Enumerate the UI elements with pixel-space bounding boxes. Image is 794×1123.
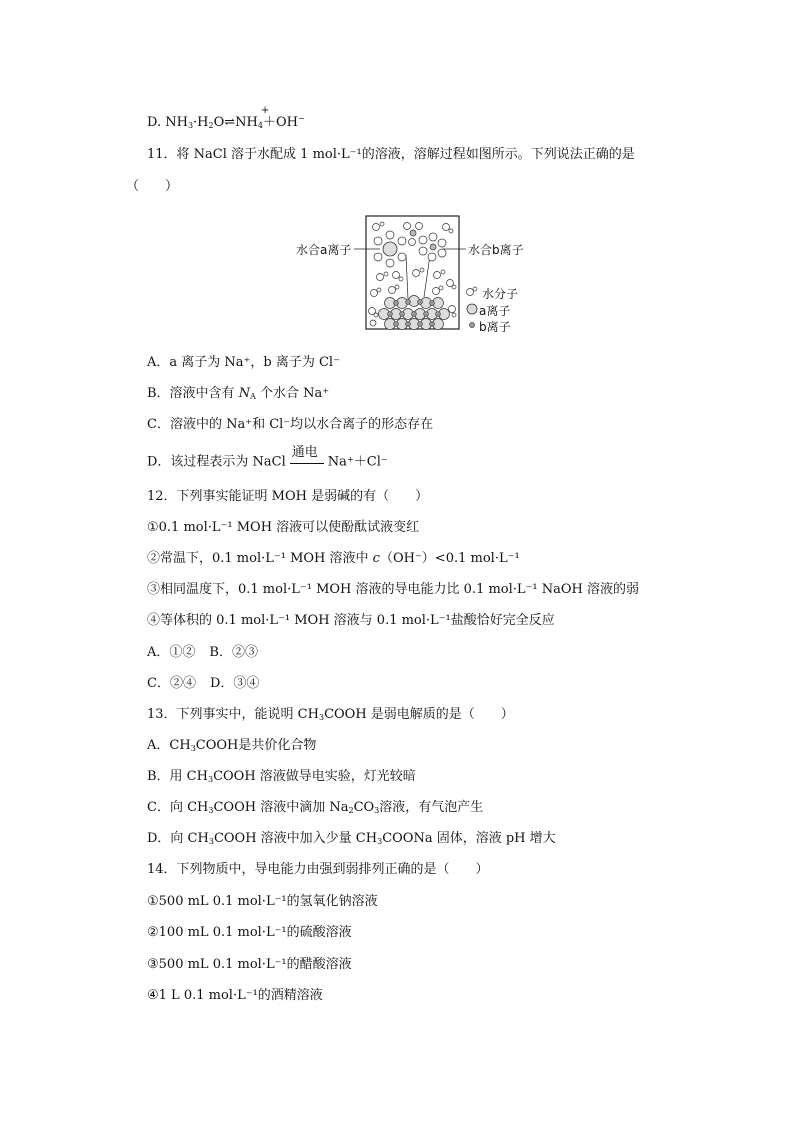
q13-option-d: D．向 $CH_3COOH$ 溶液中加入少量 $CH_3COONa$ 固体，溶液 pH 增大 xyxy=(147,831,556,846)
q11-option-b: B．溶液中含有 $N_A$ 个水合 Na⁺ xyxy=(147,386,330,401)
q12-item-2: ②常温下，0.1 mol·L⁻¹ MOH 溶液中 c（OH⁻）<0.1 mol·L⁻¹ xyxy=(147,551,520,566)
q12-stem: 12．下列事实能证明 MOH 是弱碱的有（ ） xyxy=(147,489,429,504)
q11-option-a: A．a 离子为 Na⁺，b 离子为 Cl⁻ xyxy=(147,355,340,370)
label-hydrated-a-ion: 水合a离子 xyxy=(296,243,352,257)
nacl-crystal xyxy=(379,296,450,330)
legend-a-ion-label: a离子 xyxy=(479,304,511,318)
q12-item-4: ④等体积的 0.1 mol·L⁻¹ MOH 溶液与 0.1 mol·L⁻¹盐酸恰好完全反应 xyxy=(147,613,555,628)
q11-option-c: C．溶液中的 Na⁺和 Cl⁻均以水合离子的形态存在 xyxy=(147,417,434,432)
q13-option-c: C．向 $CH_3COOH$ 溶液中滴加 $Na_2CO_3$溶液，有气泡产生 xyxy=(147,800,484,815)
q12-item-3: ③相同温度下，0.1 mol·L⁻¹ MOH 溶液的导电能力比 0.1 mol·L⁻¹ NaOH 溶液的弱 xyxy=(147,582,640,597)
q12-choices-cd: C．②④ D．③④ xyxy=(147,676,260,691)
q13-option-b: B．用 $CH_3COOH$ 溶液做导电实验，灯光较暗 xyxy=(147,769,416,784)
nacl-dissolution-figure xyxy=(296,213,536,333)
q12-item-1: ①0.1 mol·L⁻¹ MOH 溶液可以使酚酞试液变红 xyxy=(147,520,420,535)
q11-stem: 11．将 NaCl 溶于水配成 1 mol·L⁻¹的溶液，溶解过程如图所示。下列说法正确的是 xyxy=(147,147,635,162)
legend-a-ion-icon xyxy=(467,304,477,314)
q11-option-d: D．该过程表示为 NaCl 通电 Na⁺＋Cl⁻ xyxy=(147,445,388,470)
q14-item-4: ④1 L 0.1 mol·L⁻¹的酒精溶液 xyxy=(147,988,323,1003)
legend-water-label: 水分子 xyxy=(482,287,519,301)
label-hydrated-b-ion: 水合b离子 xyxy=(468,243,524,257)
legend-b-ion-icon xyxy=(469,322,474,327)
q13-option-a: A．$CH_3COOH$是共价化合物 xyxy=(147,738,317,753)
q11-answer-paren: （ ） xyxy=(126,179,179,194)
q14-stem: 14．下列物质中，导电能力由强到弱排列正确的是（ ） xyxy=(147,862,489,877)
q10-option-d: D. $NH_3\cdot H_2O\rightleftharpoons NH_4$ + ＋OH− xyxy=(147,105,305,130)
electrolysis-arrow: 通电 xyxy=(290,453,324,471)
q12-choices-ab: A．①② B．②③ xyxy=(147,645,258,660)
legend-b-ion-label: b离子 xyxy=(479,320,511,334)
q14-item-1: ①500 mL 0.1 mol·L⁻¹的氢氧化钠溶液 xyxy=(147,894,378,909)
legend-water-icon xyxy=(467,287,478,296)
q14-item-3: ③500 mL 0.1 mol·L⁻¹的醋酸溶液 xyxy=(147,957,352,972)
q13-stem: 13．下列事实中，能说明 $CH_3COOH$ 是弱电解质的是（ ） xyxy=(147,707,514,722)
q14-item-2: ②100 mL 0.1 mol·L⁻¹的硫酸溶液 xyxy=(147,925,352,940)
